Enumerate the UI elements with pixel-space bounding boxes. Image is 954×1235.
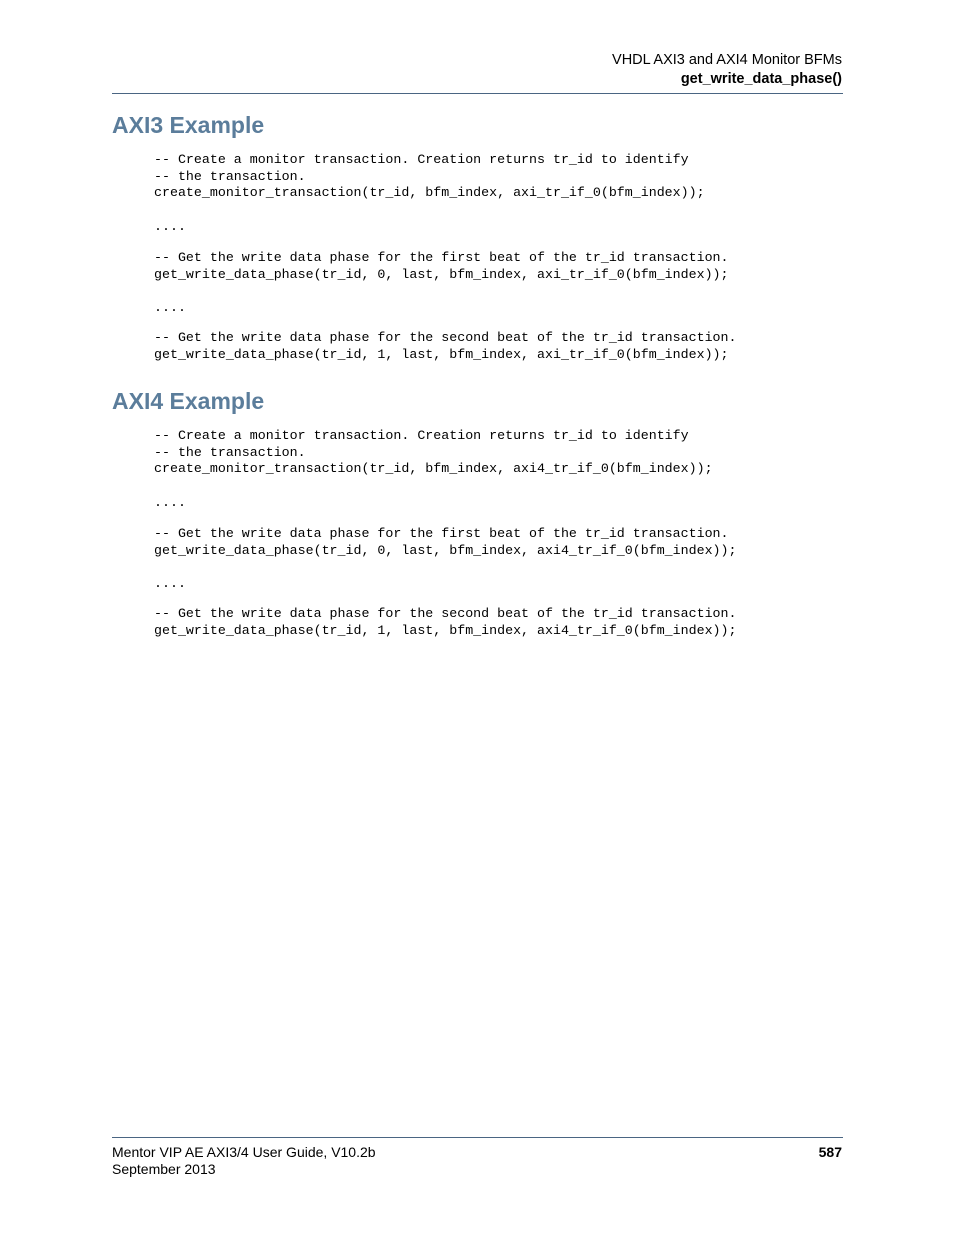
axi4-code-create-transaction: -- Create a monitor transaction. Creation returns tr_id to identify -- the transaction. create_monitor_transaction(tr_id, bfm_index, axi4_tr_if_0(bfm_index)); bbox=[154, 428, 713, 477]
axi3-code-ellipsis-2: .... bbox=[154, 300, 186, 315]
footer-divider bbox=[112, 1137, 843, 1138]
axi3-code-create-transaction: -- Create a monitor transaction. Creation returns tr_id to identify -- the transaction. create_monitor_transaction(tr_id, bfm_index, axi_tr_if_0(bfm_index)); bbox=[154, 152, 705, 201]
footer-document-title: Mentor VIP AE AXI3/4 User Guide, V10.2b bbox=[112, 1144, 376, 1160]
axi3-code-first-beat: -- Get the write data phase for the first beat of the tr_id transaction. get_write_data_phase(tr_id, 0, last, bfm_index, axi_tr_if_0(bfm_index)); bbox=[154, 250, 729, 282]
footer-info bbox=[112, 1144, 376, 1178]
axi4-code-second-beat: -- Get the write data phase for the second beat of the tr_id transaction. get_write_data_phase(tr_id, 1, last, bfm_index, axi4_tr_if_0(bfm_index)); bbox=[154, 606, 737, 638]
axi3-example-heading: AXI3 Example bbox=[112, 112, 265, 138]
axi3-code-second-beat: -- Get the write data phase for the second beat of the tr_id transaction. get_write_data_phase(tr_id, 1, last, bfm_index, axi_tr_if_0(bfm_index)); bbox=[154, 330, 737, 362]
axi4-code-first-beat: -- Get the write data phase for the first beat of the tr_id transaction. get_write_data_phase(tr_id, 0, last, bfm_index, axi4_tr_if_0(bfm_index)); bbox=[154, 526, 737, 558]
header-function-name: get_write_data_phase() bbox=[680, 71, 842, 87]
axi4-example-heading: AXI4 Example bbox=[112, 388, 265, 414]
header-section-title: VHDL AXI3 and AXI4 Monitor BFMs bbox=[612, 52, 842, 68]
axi4-code-ellipsis-2: .... bbox=[154, 576, 186, 591]
footer-date: September 2013 bbox=[112, 1161, 216, 1177]
running-header bbox=[112, 51, 842, 89]
axi3-code-ellipsis-1: .... bbox=[154, 219, 186, 234]
axi4-code-ellipsis-1: .... bbox=[154, 495, 186, 510]
header-divider bbox=[112, 93, 843, 94]
page-number: 587 bbox=[818, 1144, 842, 1160]
